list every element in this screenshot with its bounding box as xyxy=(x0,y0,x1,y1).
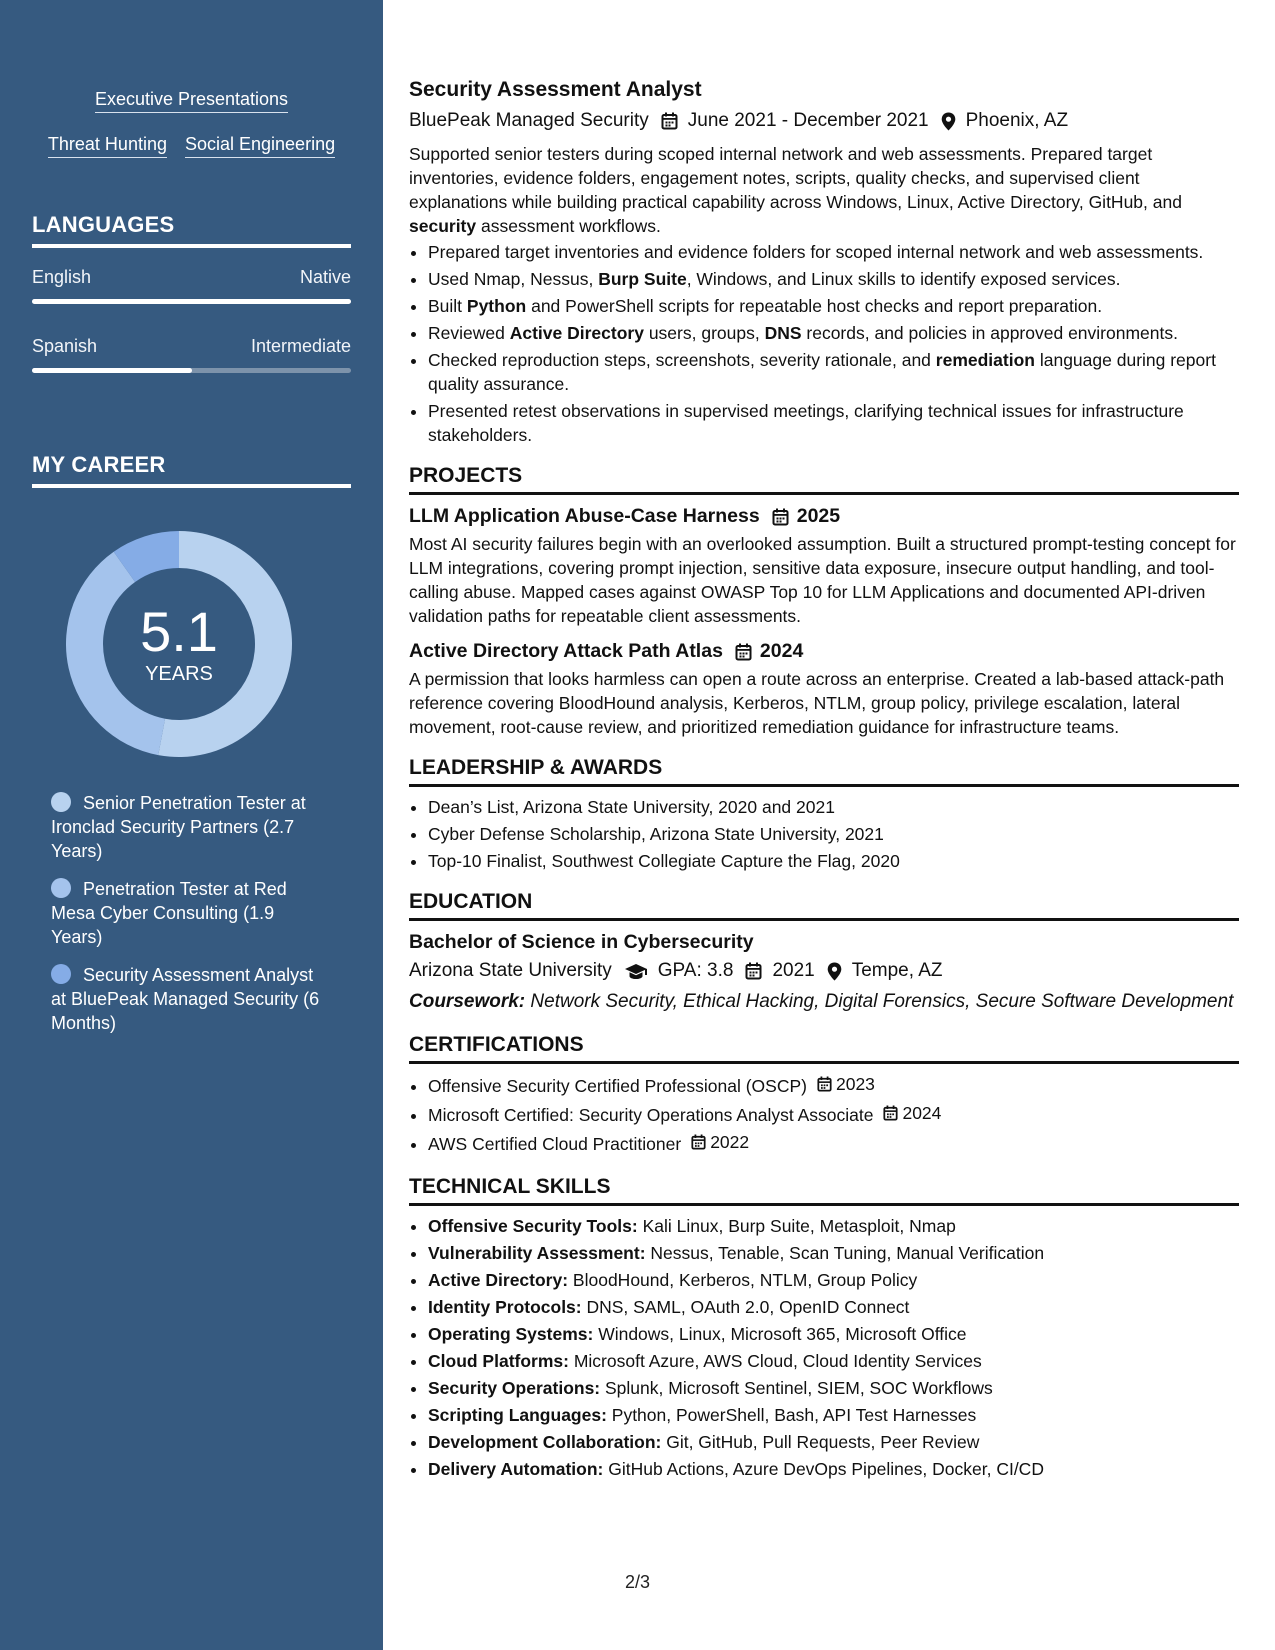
project-title: Active Directory Attack Path Atlas 2024 xyxy=(409,640,804,662)
skill-tag: Executive Presentations xyxy=(95,88,288,113)
list-item: • Scripting Languages: Python, PowerShell, Bash, API Test Harnesses xyxy=(428,1403,1239,1427)
coursework: Coursework: Network Security, Ethical Hacking, Digital Forensics, Secure Software Development xyxy=(409,991,1234,1012)
language-proficiency-bar xyxy=(32,299,351,304)
calendar-icon xyxy=(691,1134,706,1150)
leadership-list xyxy=(409,795,1239,873)
education-meta xyxy=(409,958,1239,984)
career-legend-text: Security Assessment Analyst at BluePeak Managed Security (6 Months) xyxy=(51,965,320,1033)
degree-title: Bachelor of Science in Cybersecurity xyxy=(409,931,754,953)
language-proficiency-bar xyxy=(32,368,351,373)
list-item: • Cloud Platforms: Microsoft Azure, AWS Cloud, Cloud Identity Services xyxy=(428,1349,1239,1373)
school-location: Tempe, AZ xyxy=(851,960,943,981)
section-heading-education: EDUCATION xyxy=(409,889,1239,921)
sidebar xyxy=(0,0,383,1650)
section-heading-projects: PROJECTS xyxy=(409,463,1239,495)
list-item: • Active Directory: BloodHound, Kerberos, NTLM, Group Policy xyxy=(428,1268,1239,1292)
graduation-cap-icon xyxy=(624,963,648,980)
calendar-icon xyxy=(735,643,752,661)
career-legend-item xyxy=(51,791,321,863)
list-item: • Operating Systems: Windows, Linux, Microsoft 365, Microsoft Office xyxy=(428,1322,1239,1346)
language-proficiency-fill xyxy=(32,299,351,304)
list-item: • Used Nmap, Nessus, Burp Suite, Windows, and Linux skills to identify exposed services. xyxy=(428,267,1239,291)
career-legend-text: Penetration Tester at Red Mesa Cyber Consulting (1.9 Years) xyxy=(51,879,287,947)
list-item: • Delivery Automation: GitHub Actions, Azure DevOps Pipelines, Docker, CI/CD xyxy=(428,1457,1239,1481)
list-item: • Checked reproduction steps, screenshots, severity rationale, and remediation language during report quality assurance. xyxy=(428,348,1239,396)
career-total-years: 5.1 xyxy=(140,599,218,663)
language-level: Intermediate xyxy=(250,336,351,356)
list-item: • Development Collaboration: Git, GitHub, Pull Requests, Peer Review xyxy=(428,1430,1239,1454)
section-heading-skills: TECHNICAL SKILLS xyxy=(409,1174,1239,1206)
skill-tags-row-1 xyxy=(0,88,383,113)
skill-tag: Social Engineering xyxy=(185,133,335,158)
language-name: Spanish xyxy=(32,336,98,356)
list-item: • AWS Certified Cloud Practitioner 2022 xyxy=(428,1130,1239,1156)
section-heading-certifications: CERTIFICATIONS xyxy=(409,1032,1239,1064)
main-content xyxy=(409,76,1239,1484)
skill-tags-row-2 xyxy=(0,133,383,158)
list-item: • Offensive Security Certified Professional (OSCP) 2023 xyxy=(428,1072,1239,1098)
project-title: LLM Application Abuse-Case Harness 2025 xyxy=(409,505,841,527)
calendar-icon xyxy=(661,112,678,130)
career-legend xyxy=(51,791,321,1049)
school-name: Arizona State University xyxy=(409,960,612,981)
certifications-list xyxy=(409,1072,1239,1156)
language-english xyxy=(32,267,351,304)
language-name: English xyxy=(32,267,92,287)
languages-heading: LANGUAGES xyxy=(32,212,351,248)
job-title: Security Assessment Analyst xyxy=(409,78,702,101)
list-item: • Presented retest observations in supervised meetings, clarifying technical issues for infrastructure stakeholders. xyxy=(428,399,1239,447)
list-item: • Built Python and PowerShell scripts for repeatable host checks and report preparation. xyxy=(428,294,1239,318)
career-heading: MY CAREER xyxy=(32,452,351,488)
list-item: • Identity Protocols: DNS, SAML, OAuth 2.0, OpenID Connect xyxy=(428,1295,1239,1319)
calendar-icon xyxy=(772,508,789,526)
list-item: • Security Operations: Splunk, Microsoft Sentinel, SIEM, SOC Workflows xyxy=(428,1376,1239,1400)
legend-dot-icon xyxy=(51,964,71,984)
job-bullets xyxy=(409,240,1239,447)
career-legend-text: Senior Penetration Tester at Ironclad Security Partners (2.7 Years) xyxy=(51,793,306,861)
job-location: Phoenix, AZ xyxy=(965,110,1069,131)
language-proficiency-fill xyxy=(32,368,192,373)
list-item: • Cyber Defense Scholarship, Arizona State University, 2021 xyxy=(428,822,1239,846)
calendar-icon xyxy=(817,1076,832,1092)
list-item: • Prepared target inventories and evidence folders for scoped internal network and web assessments. xyxy=(428,240,1239,264)
project-year: 2025 xyxy=(796,505,841,527)
company-name: BluePeak Managed Security xyxy=(409,110,649,131)
calendar-icon xyxy=(745,962,762,980)
career-total-unit: YEARS xyxy=(145,662,213,685)
career-legend-item xyxy=(51,963,321,1035)
list-item: • Reviewed Active Directory users, groups, DNS records, and policies in approved environments. xyxy=(428,321,1239,345)
list-item: • Top-10 Finalist, Southwest Collegiate Capture the Flag, 2020 xyxy=(428,849,1239,873)
job-summary: Supported senior testers during scoped internal network and web assessments. Prepared target inventories, evidence folders, engagement notes, scripts, quality checks, and supervised client explanations while building practical capability across Windows, Linux, Active Directory, GitHub, and security assessment workflows. xyxy=(409,144,1182,236)
job-dates: June 2021 - December 2021 xyxy=(687,110,929,131)
list-item: • Vulnerability Assessment: Nessus, Tenable, Scan Tuning, Manual Verification xyxy=(428,1241,1239,1265)
calendar-icon xyxy=(883,1105,898,1121)
list-item: • Offensive Security Tools: Kali Linux, Burp Suite, Metasploit, Nmap xyxy=(428,1214,1239,1238)
career-legend-item xyxy=(51,877,321,949)
location-pin-icon xyxy=(941,112,956,131)
list-item: • Dean’s List, Arizona State University, 2020 and 2021 xyxy=(428,795,1239,819)
project-year: 2024 xyxy=(759,640,804,662)
skill-tag: Threat Hunting xyxy=(48,133,167,158)
language-level: Native xyxy=(299,267,351,287)
project-description: Most AI security failures begin with an overlooked assumption. Built a structured prompt-testing concept for LLM integrations, covering prompt injection, sensitive data exposure, insecure output handling, and tool-calling abuse. Mapped cases against OWASP Top 10 for LLM Applications and documented API-driven validation paths for repeatable client assessments. xyxy=(409,534,1236,626)
location-pin-icon xyxy=(827,962,842,981)
career-donut-chart xyxy=(66,531,292,757)
project-description: A permission that looks harmless can open a route across an enterprise. Created a lab-based attack-path reference covering BloodHound analysis, Kerberos, NTLM, group policy, privilege escalation, lateral movement, root-cause review, and prioritized remediation guidance for infrastructure teams. xyxy=(409,669,1225,737)
gpa: GPA: 3.8 xyxy=(657,960,734,981)
list-item: • Microsoft Certified: Security Operations Analyst Associate 2024 xyxy=(428,1101,1239,1127)
language-spanish xyxy=(32,336,351,373)
section-heading-leadership: LEADERSHIP & AWARDS xyxy=(409,755,1239,787)
page-number: 2/3 xyxy=(624,1572,651,1592)
legend-dot-icon xyxy=(51,792,71,812)
legend-dot-icon xyxy=(51,878,71,898)
graduation-year: 2021 xyxy=(772,960,815,981)
skills-list xyxy=(409,1214,1239,1481)
job-meta xyxy=(409,108,1239,134)
